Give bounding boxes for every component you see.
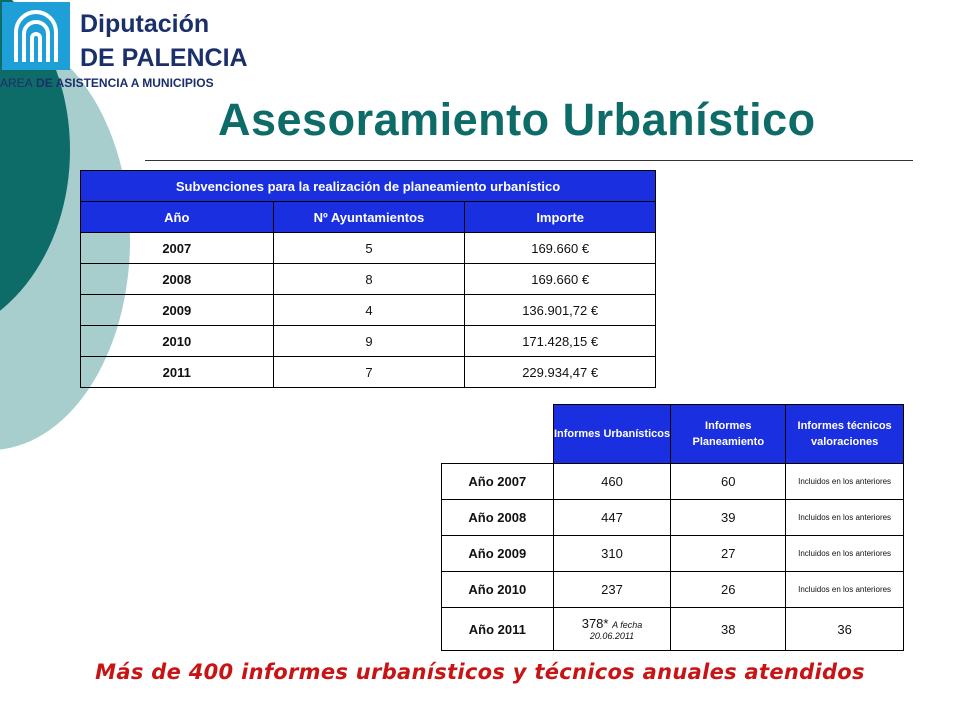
logo	[0, 0, 248, 96]
reports-table	[441, 404, 904, 651]
count-cell: 9	[273, 326, 465, 357]
subsidies-table	[80, 170, 656, 388]
date-note-prefix: A fecha	[612, 620, 643, 630]
col-header-valoraciones: Informes técnicos valoraciones	[786, 405, 904, 464]
year-cell: 2009	[81, 295, 274, 326]
amount-cell: 229.934,47 €	[465, 357, 656, 388]
col-header-year: Año	[81, 202, 274, 233]
table-row	[81, 326, 656, 357]
table-row	[81, 264, 656, 295]
planeamiento-cell: 27	[671, 536, 786, 572]
valoraciones-cell: Incluidos en los anteriores	[786, 464, 904, 500]
year-cell: 2011	[81, 357, 274, 388]
footer-summary: Más de 400 informes urbanísticos y técnicos anuales atendidos	[95, 660, 865, 684]
table-row	[81, 357, 656, 388]
urbanisticos-cell: 460	[553, 464, 671, 500]
logo-arch-icon	[2, 2, 70, 70]
planeamiento-cell: 39	[671, 500, 786, 536]
count-cell: 7	[273, 357, 465, 388]
count-cell: 4	[273, 295, 465, 326]
date-note-value: 20.06.2011	[589, 631, 635, 641]
urbanisticos-cell: 447	[553, 500, 671, 536]
page-title: Asesoramiento Urbanístico	[218, 94, 816, 145]
year-cell: Año 2011	[442, 608, 554, 651]
logo-area-name: DE ASISTENCIA A MUNICIPIOS	[36, 76, 214, 90]
year-cell: Año 2010	[442, 572, 554, 608]
valoraciones-cell: 36	[786, 608, 904, 651]
logo-line1: Diputación	[80, 10, 210, 38]
table-row	[442, 536, 904, 572]
logo-line2: DE PALENCIA	[80, 44, 248, 72]
urbanisticos-cell	[553, 608, 671, 651]
logo-area-prefix: AREA	[0, 76, 33, 90]
year-cell: 2010	[81, 326, 274, 357]
corner-cell	[442, 405, 554, 464]
valoraciones-cell: Incluidos en los anteriores	[786, 536, 904, 572]
amount-cell: 169.660 €	[465, 264, 656, 295]
year-cell: 2007	[81, 233, 274, 264]
year-cell: Año 2008	[442, 500, 554, 536]
year-cell: 2008	[81, 264, 274, 295]
title-divider	[145, 160, 913, 161]
table-row	[442, 464, 904, 500]
amount-cell: 171.428,15 €	[465, 326, 656, 357]
valoraciones-cell: Incluidos en los anteriores	[786, 572, 904, 608]
urbanisticos-cell: 310	[553, 536, 671, 572]
col-header-urbanisticos: Informes Urbanísticos	[553, 405, 671, 464]
planeamiento-cell: 38	[671, 608, 786, 651]
amount-cell: 136.901,72 €	[465, 295, 656, 326]
col-header-amount: Importe	[465, 202, 656, 233]
table-row	[442, 572, 904, 608]
subsidies-caption: Subvenciones para la realización de planeamiento urbanístico	[81, 171, 656, 202]
planeamiento-cell: 26	[671, 572, 786, 608]
urbanisticos-value: 378*	[581, 616, 609, 631]
year-cell: Año 2007	[442, 464, 554, 500]
urbanisticos-cell: 237	[553, 572, 671, 608]
table-row	[442, 500, 904, 536]
table-row	[81, 233, 656, 264]
col-header-count: Nº Ayuntamientos	[273, 202, 465, 233]
year-cell: Año 2009	[442, 536, 554, 572]
planeamiento-cell: 60	[671, 464, 786, 500]
valoraciones-cell: Incluidos en los anteriores	[786, 500, 904, 536]
amount-cell: 169.660 €	[465, 233, 656, 264]
count-cell: 8	[273, 264, 465, 295]
col-header-planeamiento: Informes Planeamiento	[671, 405, 786, 464]
table-row	[81, 295, 656, 326]
count-cell: 5	[273, 233, 465, 264]
logo-area	[0, 76, 214, 90]
table-row	[442, 608, 904, 651]
